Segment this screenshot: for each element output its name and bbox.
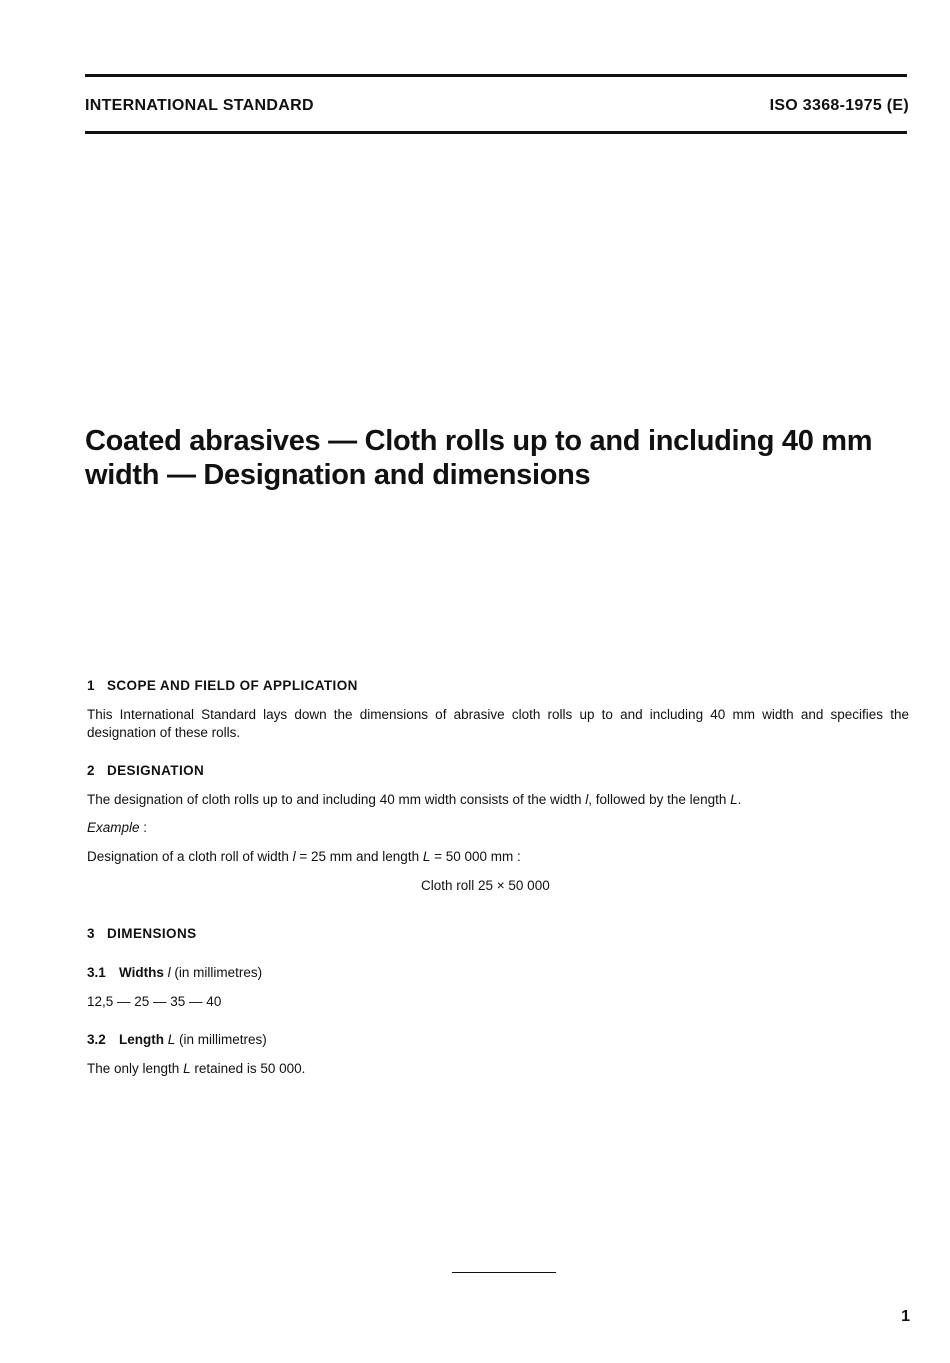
- example-label: [87, 819, 909, 837]
- header-top-rule: [85, 74, 907, 77]
- subsection-3-1-title: Widths: [119, 965, 164, 980]
- example-text-1: Designation of a cloth roll of width: [87, 849, 293, 864]
- subsection-3-1-number: 3.1: [87, 965, 106, 980]
- symbol-width: l: [585, 792, 589, 807]
- section-1-number: 1: [87, 678, 95, 693]
- example-text: [87, 848, 909, 866]
- example-label-text: Example: [87, 820, 140, 835]
- header-left-label: INTERNATIONAL STANDARD: [85, 97, 314, 114]
- header-bottom-rule: [85, 131, 907, 134]
- section-2-title: DESIGNATION: [107, 763, 205, 778]
- section-2-number: 2: [87, 763, 95, 778]
- footnote-separator: [452, 1272, 556, 1273]
- length-statement-text-2: retained is 50 000.: [190, 1061, 306, 1076]
- title-line-2: width — Designation and dimensions: [85, 459, 591, 491]
- length-statement: [87, 1060, 909, 1078]
- page-number: 1: [901, 1308, 910, 1325]
- section-3-number: 3: [87, 926, 95, 941]
- subsection-3-2-number: 3.2: [87, 1032, 106, 1047]
- subsection-3-2-heading: [87, 1031, 909, 1049]
- document-body: [87, 677, 909, 1078]
- subsection-3-2-symbol: L: [167, 1032, 176, 1047]
- length-statement-symbol: L: [183, 1061, 191, 1076]
- subsection-3-2-unit: (in millimetres): [175, 1032, 267, 1047]
- document-header: [85, 97, 909, 115]
- subsection-3-1-symbol: l: [167, 965, 171, 980]
- symbol-length: L: [730, 792, 738, 807]
- example-label-colon: :: [139, 820, 148, 835]
- section-1-heading: [87, 677, 909, 695]
- section-2-body-text-1: The designation of cloth rolls up to and including 40 mm width consists of the width: [87, 792, 586, 807]
- subsection-3-2-title: Length: [119, 1032, 164, 1047]
- example-text-3: = 50 000 mm :: [430, 849, 521, 864]
- designation-example: Cloth roll 25 × 50 000: [421, 878, 550, 893]
- standard-reference: ISO 3368-1975 (E): [769, 97, 909, 114]
- section-2-body-text-3: .: [737, 792, 742, 807]
- document-title: [85, 424, 905, 492]
- section-1-title: SCOPE AND FIELD OF APPLICATION: [107, 678, 358, 693]
- example-symbol-width: l: [292, 849, 296, 864]
- example-text-2: = 25 mm and length: [295, 849, 423, 864]
- subsection-3-1-heading: [87, 964, 909, 982]
- title-line-1: Coated abrasives — Cloth rolls up to and including 40 mm: [85, 425, 873, 457]
- subsection-3-1-unit: (in millimetres): [170, 965, 263, 980]
- example-symbol-length: L: [422, 849, 431, 864]
- section-3-title: DIMENSIONS: [107, 926, 197, 941]
- widths-values: 12,5 — 25 — 35 — 40: [87, 994, 222, 1009]
- section-1-body: This International Standard lays down the dimensions of abrasive cloth rolls up to and including 40 mm width and specifies the designation of these rolls.: [87, 707, 909, 740]
- section-2-body: [87, 791, 909, 809]
- section-2-body-text-2: , followed by the length: [588, 792, 731, 807]
- section-2-heading: [87, 762, 909, 780]
- section-3-heading: [87, 925, 909, 943]
- length-statement-text-1: The only length: [87, 1061, 184, 1076]
